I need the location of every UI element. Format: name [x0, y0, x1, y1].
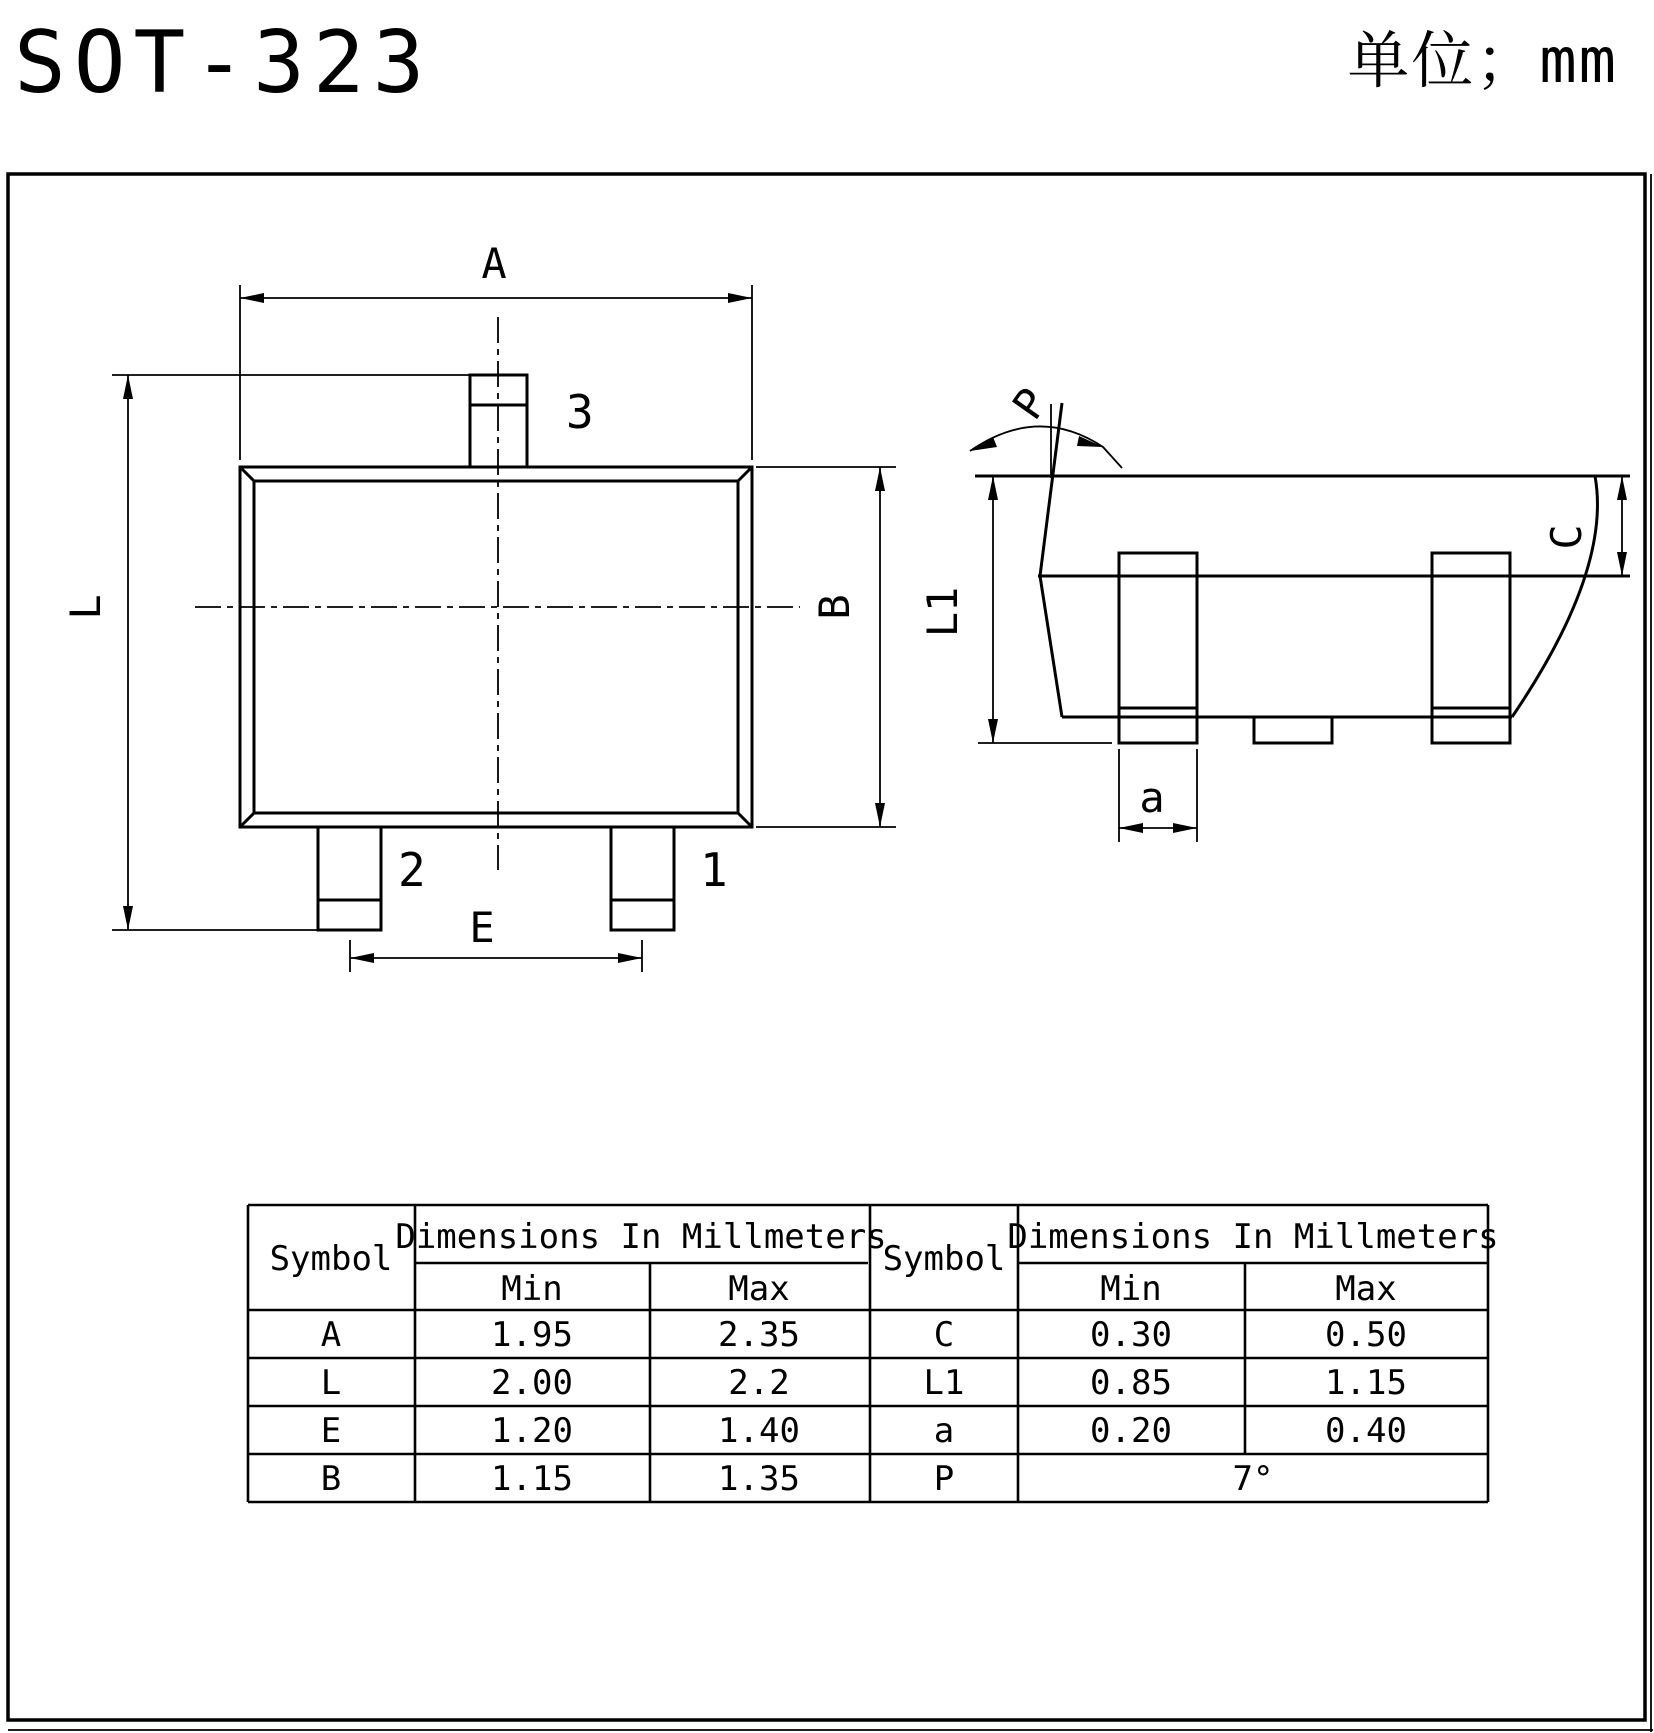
left-header-max: Max — [728, 1269, 790, 1309]
table-row — [321, 1363, 790, 1403]
pin2-lead — [318, 827, 381, 930]
cell-max: 1.15 — [1325, 1363, 1407, 1403]
cell-symbol: P — [933, 1459, 955, 1499]
unit-note: 单位；mm — [1347, 24, 1618, 97]
cell-min: 1.95 — [491, 1315, 573, 1355]
dimension-E — [350, 903, 642, 972]
table-row — [934, 1315, 1407, 1355]
cell-symbol: A — [320, 1315, 342, 1355]
right-header-dims: Dimensions In Millmeters — [1007, 1217, 1499, 1257]
cell-symbol: C — [933, 1315, 955, 1355]
drawing-frame — [8, 174, 1653, 1732]
side-middle-pad — [1254, 717, 1332, 743]
page-title: SOT-323 — [14, 13, 433, 113]
dim-L1-label: L1 — [918, 586, 967, 638]
table-row — [934, 1411, 1407, 1451]
cell-max: 1.35 — [718, 1459, 800, 1499]
dimension-table — [248, 1205, 1499, 1502]
pin1-lead — [611, 827, 674, 930]
cell-max: 1.40 — [718, 1411, 800, 1451]
cell-min: 1.20 — [491, 1411, 573, 1451]
table-row — [924, 1363, 1407, 1403]
dimension-B — [756, 467, 896, 827]
cell-span-value: 7° — [1232, 1459, 1274, 1499]
cell-max: 0.40 — [1325, 1411, 1407, 1451]
dim-a-label: a — [1139, 773, 1165, 822]
right-header-max: Max — [1335, 1269, 1397, 1309]
side-left-pad — [1119, 553, 1197, 743]
dimension-P — [970, 379, 1122, 478]
dim-B-label: B — [810, 594, 859, 620]
pin3-number: 3 — [566, 385, 594, 439]
centerlines — [195, 317, 800, 870]
side-right-pad — [1432, 553, 1510, 743]
cell-min: 2.00 — [491, 1363, 573, 1403]
cell-max: 2.35 — [718, 1315, 800, 1355]
dim-P-label: P — [1002, 379, 1058, 429]
side-view — [918, 379, 1630, 842]
dim-A-label: A — [481, 239, 507, 288]
dimension-a — [1119, 749, 1197, 842]
table-row — [321, 1315, 800, 1355]
cell-symbol: L — [320, 1363, 342, 1403]
left-header-dims: Dimensions In Millmeters — [395, 1217, 887, 1257]
dim-E-label: E — [469, 903, 495, 952]
cell-min: 0.20 — [1090, 1411, 1172, 1451]
cell-min: 1.15 — [491, 1459, 573, 1499]
package-body-outline — [240, 467, 752, 827]
cell-symbol: a — [933, 1411, 955, 1451]
left-header-symbol: Symbol — [269, 1239, 393, 1279]
front-view — [61, 239, 896, 972]
cell-min: 0.30 — [1090, 1315, 1172, 1355]
right-header-symbol: Symbol — [882, 1239, 1006, 1279]
right-header-min: Min — [1100, 1269, 1162, 1309]
left-header-min: Min — [501, 1269, 563, 1309]
pin2-number: 2 — [398, 843, 426, 897]
cell-min: 0.85 — [1090, 1363, 1172, 1403]
side-body-outline — [975, 403, 1630, 717]
cell-max: 0.50 — [1325, 1315, 1407, 1355]
dim-C-label: C — [1542, 524, 1591, 550]
dimension-C — [1542, 476, 1627, 576]
cell-symbol: E — [320, 1411, 342, 1451]
dimension-L1 — [918, 476, 1112, 743]
pin1-number: 1 — [700, 843, 728, 897]
table-row — [321, 1459, 800, 1499]
table-row — [321, 1411, 800, 1451]
dim-L-label: L — [61, 594, 110, 620]
cell-max: 2.2 — [728, 1363, 790, 1403]
dimension-A — [240, 239, 752, 460]
table-row — [934, 1459, 1274, 1499]
cell-symbol: L1 — [923, 1363, 965, 1403]
cell-symbol: B — [320, 1459, 342, 1499]
